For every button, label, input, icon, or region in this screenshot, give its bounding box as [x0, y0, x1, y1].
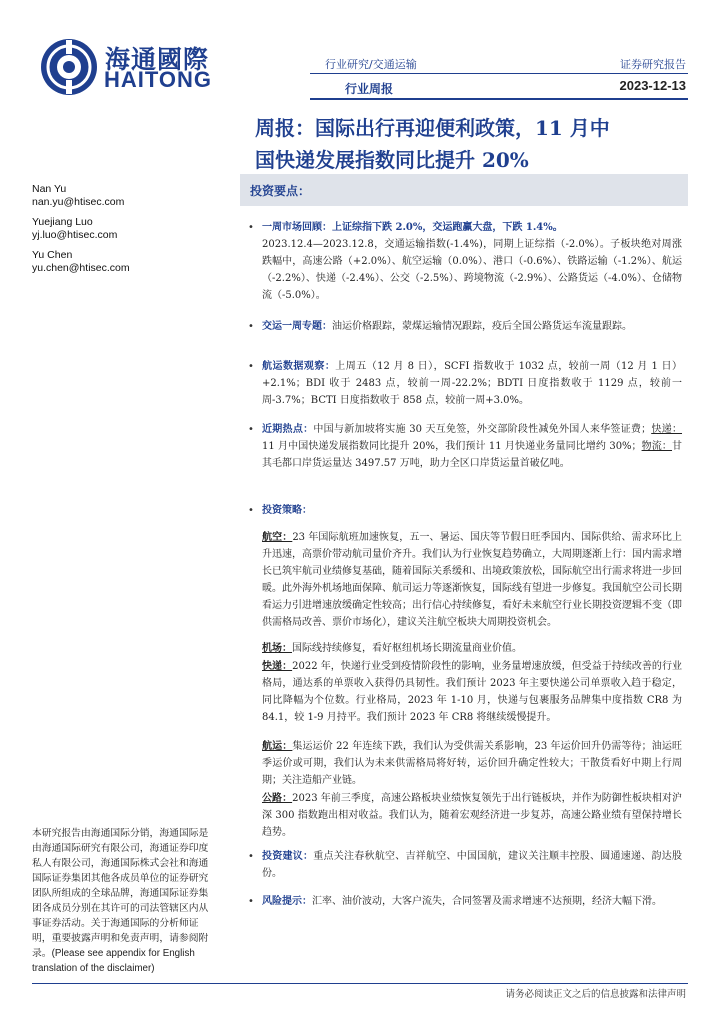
strategy-label: 机场：: [262, 643, 292, 654]
author-1: [32, 183, 124, 209]
brand-label: 证券研究报告: [620, 58, 686, 71]
bullet-icon: •: [248, 361, 254, 372]
point-body: 2023.12.4—2023.12.8，交通运输指数(-1.4%)，同期上证综指（-2.0%）。子板块绝对周涨跌幅中，高速公路（+2.0%）、航空运输（0.0%）、港口（-0.6%）、铁路运输（-1.2%）、航运（-2.2%）、快递（-2.4%）、公交（-2.5%）、跨境物流（-2.9%）、公路货运（-4.0%）、仓储物流（-5.0%）。: [262, 239, 682, 301]
footer-divider: [32, 983, 688, 984]
bullet-icon: •: [248, 851, 254, 862]
report-category: 行业研究/交通运输: [325, 58, 417, 71]
point-body: 上周五（12 月 8 日），SCFI 指数收于 1032 点，较前一周（12 月 1 日）+2.1%；BDI 收于 2483 点，较前一周-22.2%；BDTI 日度指数收于 1129 点，较前一周-3.7%；BCTI 日度指数收于 858 点，较前一周+3.0%。: [262, 361, 683, 406]
logo-text-cn: 海通國際: [105, 45, 210, 74]
report-type: 行业周报: [345, 82, 394, 96]
logistics-text: 甘其毛都口岸货运量达 3497.57 万吨，助力全区口岸货运量首破亿吨。: [262, 441, 683, 469]
author-name: Yu Chen: [32, 249, 73, 261]
sidebar-disclaimer: [32, 826, 217, 976]
logistics-label: 物流：: [641, 441, 673, 452]
strategy-airport: [262, 640, 682, 657]
point-shipping-data: [262, 358, 682, 409]
point-body: 汇率、油价波动，大客户流失，合同签署及需求增速不达预期，经济大幅下滑。: [312, 896, 662, 907]
bullet-icon: •: [248, 222, 254, 233]
point-heading: 近期热点：: [262, 424, 314, 435]
disclaimer-cn: 本研究报告由海通国际分销，海通国际是由海通国际研究有限公司，海通证券印度私人有限公司，海通国际株式会社和海通国际证券集团其他各成员单位的证券研究团队所组成的全球品牌，海通国际证券集团各成员分别在其许可的司法管辖区内从事证券活动。关于海通国际的分析师证明，重要披露声明和免责声明，请参阅附录。: [32, 828, 209, 959]
express-text: 11 月中国快递发展指数同比提升 20%，我们预计 11 月快递业务量同比增约 30%；: [262, 441, 642, 452]
point-heading: 风险提示：: [262, 896, 312, 907]
report-date: 2023-12-13: [619, 78, 686, 93]
strategy-body: 国际线持续修复，看好枢纽机场长期流量商业价值。: [292, 643, 522, 654]
point-weekly-topic: [262, 318, 682, 335]
strategy-express: [262, 658, 682, 726]
point-body: 中国与新加坡将实施 30 天互免签，外交部阶段性减免外国人来华签证费；: [313, 424, 652, 435]
point-heading: 投资策略：: [262, 505, 312, 516]
strategy-label: 快递：: [262, 661, 293, 672]
section-header-band: [240, 174, 688, 206]
strategy-body: 2023 年前三季度，高速公路板块业绩恢复领先于出行链板块，并作为防御性板块相对沪深 300 指数跑出相对收益。我们认为，随着宏观经济进一步复苏，高速公路业绩有望保持增长趋势。: [262, 793, 682, 838]
point-recommendation: [262, 848, 682, 882]
point-heading: 投资建议：: [262, 851, 314, 862]
bullet-icon: •: [248, 896, 254, 907]
express-label: 快递：: [651, 424, 683, 435]
bullet-icon: •: [248, 505, 254, 516]
strategy-aviation: [262, 529, 682, 631]
author-2: [32, 216, 117, 242]
bullet-icon: •: [248, 424, 254, 435]
strategy-highway: [262, 790, 682, 841]
strategy-shipping: [262, 738, 682, 789]
author-email: yj.luo@htisec.com: [32, 229, 118, 241]
author-name: Yuejiang Luo: [32, 216, 93, 228]
strategy-body: 2022 年，快递行业受到疫情阶段性的影响，业务量增速放缓，但受益于持续改善的行业格局，通达系的单票收入获得仍具韧性。我们预计 2023 年主要快递公司单票收入趋于稳定，同比降幅为个位数。行业格局，2023 年 1-10 月，快递与包裹服务品牌集中度指数 CR8 为 84.1，较 1-9 月持平。我们预计 2023 年 CR8 将继续缓慢提升。: [262, 661, 682, 723]
title-line-2: 国快递发展指数同比提升 20%: [255, 148, 529, 172]
header-divider: [310, 73, 688, 74]
header-divider-bottom: [310, 98, 688, 100]
point-strategy-heading: [262, 502, 682, 519]
section-title: 投资要点：: [250, 184, 311, 198]
author-email: yu.chen@htisec.com: [32, 262, 130, 274]
point-heading: 航运数据观察：: [262, 361, 336, 372]
point-heading: 一周市场回顾：上证综指下跌 2.0%，交运跑赢大盘，下跌 1.4%。: [262, 222, 563, 233]
point-body: 重点关注春秋航空、吉祥航空、中国国航，建议关注顺丰控股、圆通速递、韵达股份。: [262, 851, 682, 879]
logo-text-en: HAITONG: [104, 67, 213, 92]
strategy-label: 公路：: [262, 793, 293, 804]
strategy-body: 23 年国际航班加速恢复，五一、暑运、国庆等节假日旺季国内、国际供给、需求环比上升迅速，高票价带动航司量价齐升。我们认为行业恢复趋势确立，大周期逐渐上行：国内需求增长已筑牢航司业绩修复基础，随着国际关系缓和、出境政策放松，国际航空出行需求将进一步回暖。此外海外机场地面保障、航司运力等逐渐恢复，国际线有望进一步修复。我国航空公司长期看运力引进增速放缓确定性较高；出行信心持续修复，看好未来航空行业长期投资逻辑不变（即供需格局改善、票价市场化），建议关注航空板块大周期投资机会。: [262, 532, 683, 628]
point-hot-topics: [262, 421, 682, 472]
footer-notice: 请务必阅读正文之后的信息披露和法律声明: [505, 989, 686, 1000]
strategy-label: 航空：: [262, 532, 293, 543]
bullet-icon: •: [248, 321, 254, 332]
strategy-label: 航运：: [262, 741, 293, 752]
author-name: Nan Yu: [32, 183, 67, 195]
title-line-1: 周报：国际出行再迎便利政策，11 月中: [255, 116, 610, 140]
point-heading: 交运一周专题：: [262, 321, 332, 332]
author-email: nan.yu@htisec.com: [32, 196, 125, 208]
point-body: 油运价格跟踪，蒙煤运输情况跟踪，疫后全国公路货运车流量跟踪。: [332, 321, 632, 332]
disclaimer-en: (Please see appendix for English translation of the disclaimer): [32, 948, 195, 974]
author-3: [32, 249, 130, 275]
strategy-body: 集运运价 22 年连续下跌，我们认为受供需关系影响，23 年运价回升仍需等待；油运旺季运价或可期，我们认为未来供需格局将好转，运价回升确定性较大；干散货看好中期上行周期；关注造船产业链。: [262, 741, 682, 786]
point-risk: [262, 893, 682, 910]
haitong-logo-icon: [40, 38, 98, 96]
point-market-review: [262, 219, 682, 304]
